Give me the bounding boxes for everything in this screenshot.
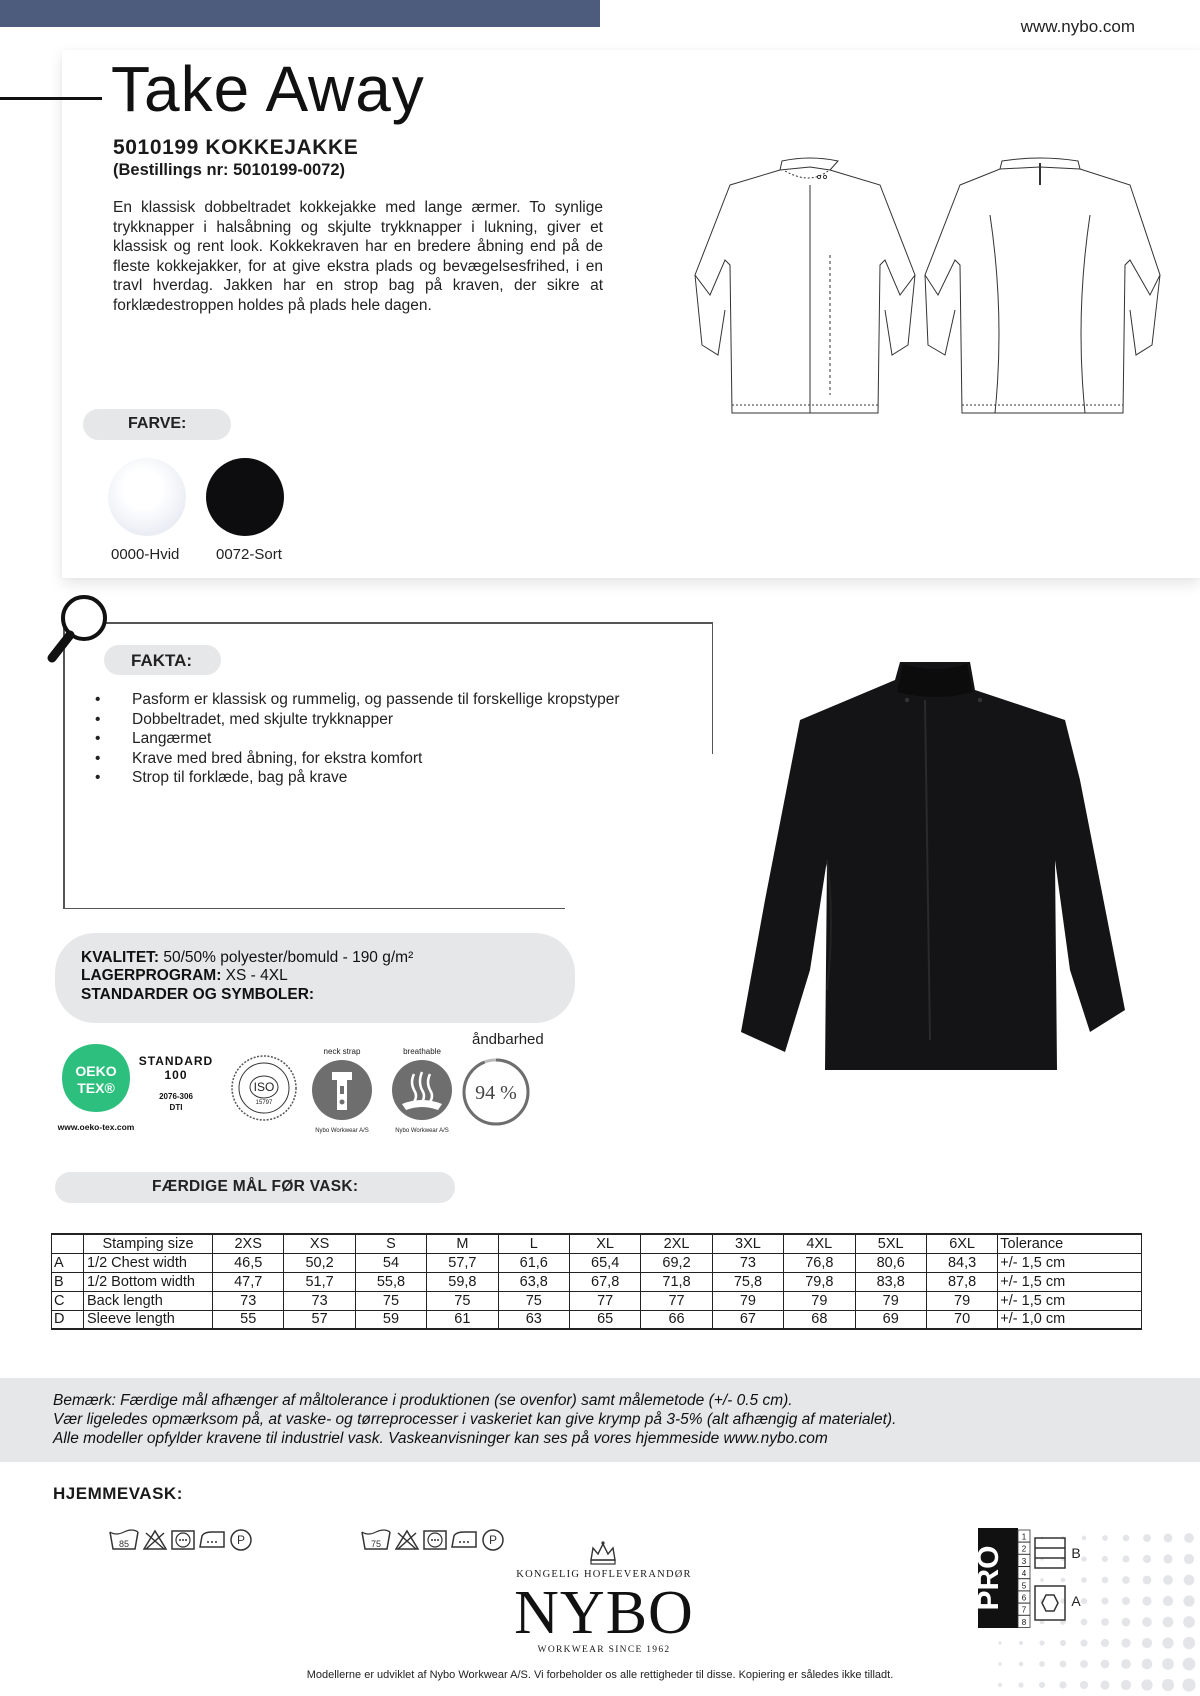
svg-text:75: 75 [370,1539,382,1549]
table-header-row [52,1234,1142,1253]
table-row: C Back length 73 73 75 75 75 77 77 79 79 79 79 +/- 1,5 cm [52,1291,1142,1310]
decorative-dot [1101,1597,1108,1604]
table-row: B 1/2 Bottom width 47,7 51,7 55,8 59,8 63,8 67,8 71,8 75,8 79,8 83,8 87,8 +/- 1,5 cm [52,1272,1142,1291]
size-col: 2XS [213,1234,284,1253]
note-line: Alle modeller opfylder kravene til industriel vask. Vaskeanvisninger kan ses på vores hjemmeside www.nybo.com [53,1430,828,1447]
decorative-dot [1184,1554,1194,1564]
svg-text:www.oeko-tex.com: www.oeko-tex.com [57,1122,135,1132]
care-symbols-85 [108,1527,273,1555]
svg-text:Nybo Workwear A/S: Nybo Workwear A/S [315,1128,369,1134]
decorative-dot [1183,1637,1195,1649]
facts-list [95,690,620,788]
decorative-dot [1142,1638,1152,1648]
color-swatch-black[interactable] [206,458,284,536]
decorative-dot [998,1641,1001,1644]
decorative-dot [1121,1638,1130,1647]
jacket-photo-black [735,660,1145,1090]
size-table [51,1233,1142,1330]
collection-title: Take Away [111,53,425,125]
table-row: A 1/2 Chest width 46,5 50,2 54 57,7 61,6 65,4 69,2 73 76,8 80,6 84,3 +/- 1,5 cm [52,1253,1142,1272]
decorative-dot [1080,1639,1087,1646]
standards-line: STANDARDER OG SYMBOLER: [81,986,315,1003]
decorative-dot [1019,1662,1024,1667]
svg-text:100: 100 [164,1068,188,1082]
decorative-dot [1142,1596,1151,1605]
decorative-dot [1143,1534,1151,1542]
iso-15797-badge [230,1054,298,1122]
svg-text:Nybo Workwear A/S: Nybo Workwear A/S [395,1128,449,1134]
pro-scale-number: 3 [1021,1556,1027,1566]
fact-item: • Strop til forklæde, bag på krave [95,768,620,788]
decorative-dot [1141,1679,1152,1690]
decorative-dot [1123,1535,1130,1542]
size-col: 4XL [784,1234,855,1253]
decorative-dot [1143,1555,1151,1563]
fact-item: • Langærmet [95,729,620,749]
decorative-dot [1184,1575,1195,1586]
decorative-dot [1122,1555,1129,1562]
copyright-footer: Modellerne er udviklet af Nybo Workwear A/S. Vi forbeholder os alle rettigheder til disse. Kopiering er således ikke tilladt. [306,1669,894,1681]
product-description: En klassisk dobbeltradet kokkejakke med lange ærmer. To synlige trykknapper i halsåbning og skjulte trykknapper i lukning, giver et klassisk og rent look. Kokkekraven har en bredere åbning end på de fleste kokkejakker, for at give ekstra plads og bevægelsesfrihed, i en travl hverdag. Jakken har en strop bag på kraven, der sikre at forklædestroppen holdes på plads hele dagen. [113,199,603,314]
product-number: 5010199 KOKKEJAKKE [113,136,359,159]
size-col: 2XL [641,1234,712,1253]
decorative-dot [1039,1682,1045,1688]
decorative-dot [1122,1576,1130,1584]
decorative-dot [998,1683,1002,1687]
svg-text:A: A [1071,1593,1081,1609]
decorative-dot [1060,1640,1066,1646]
magnifier-icon [44,592,112,670]
decorative-dot [1060,1661,1067,1668]
size-col: L [498,1234,569,1253]
size-col: XS [284,1234,355,1253]
svg-text:STANDARD: STANDARD [138,1054,214,1068]
decorative-dot [1142,1659,1153,1670]
size-col: S [355,1234,426,1253]
decorative-dot [1121,1680,1131,1690]
svg-text:åndbarhed: åndbarhed [472,1031,544,1048]
svg-text:DTI: DTI [169,1103,183,1112]
size-col: 6XL [926,1234,997,1253]
decorative-dot [1122,1597,1130,1605]
fact-item: • Dobbeltradet, med skjulte trykknapper [95,710,620,730]
pro-scale-number: 1 [1021,1532,1027,1542]
fact-item: • Krave med bred åbning, for ekstra komfort [95,749,620,769]
svg-text:94 %: 94 % [475,1082,517,1104]
decorative-dot [1162,1637,1173,1648]
svg-text:OEKO: OEKO [75,1063,117,1079]
care-symbols-75 [360,1527,525,1555]
decorative-dot [1183,1616,1195,1628]
pro-scale-number: 8 [1021,1617,1027,1627]
decorative-dot [1102,1535,1108,1541]
decorative-dot [1080,1660,1088,1668]
svg-text:B: B [1071,1545,1081,1561]
oeko-tex-badge [57,1040,220,1132]
fact-item: • Pasform er klassisk og rummelig, og passende til forskellige kropstyper [95,690,620,710]
note-line: Bemærk: Færdige mål afhænger af måltolerance i produktionen (se ovenfor) samt målemetode (+/- 0.5 cm). [53,1392,793,1409]
size-col: XL [569,1234,640,1253]
decorative-dot [1184,1533,1194,1543]
size-col: 3XL [712,1234,783,1253]
decorative-dot [1163,1617,1174,1628]
decorative-dot [1102,1577,1109,1584]
decorative-dot [1163,1554,1172,1563]
brand-since: WORKWEAR SINCE 1962 [537,1645,671,1655]
decorative-dot [1163,1575,1173,1585]
decorative-dot [1059,1681,1066,1688]
svg-text:2076-306: 2076-306 [159,1092,193,1101]
decorative-dot [1019,1641,1023,1645]
decorative-dot [1183,1595,1194,1606]
svg-text:PRO: PRO [972,1545,1005,1611]
svg-text:15797: 15797 [255,1100,273,1106]
facts-heading: FAKTA: [104,645,221,675]
pro-scale-number: 2 [1021,1544,1027,1554]
website-url[interactable]: www.nybo.com [1020,17,1135,36]
decorative-dot [1142,1617,1152,1627]
decorative-dot [1100,1680,1109,1689]
neck-strap-badge [304,1042,380,1134]
measurements-heading: FÆRDIGE MÅL FØR VASK: [55,1172,455,1203]
svg-text:P: P [236,1533,246,1547]
svg-text:TEX®: TEX® [77,1080,115,1096]
quality-line: KVALITET: 50/50% polyester/bomuld - 190 g/m² [81,949,414,966]
pro-rating-logo [972,1526,1086,1630]
color-heading: FARVE: [83,409,231,440]
tolerance-header: Tolerance [998,1234,1142,1253]
size-header: Stamping size [84,1234,213,1253]
svg-text:P: P [488,1533,498,1547]
table-row: D Sleeve length 55 57 59 61 63 65 66 67 68 69 70 +/- 1,0 cm [52,1310,1142,1329]
stock-line: LAGERPROGRAM: XS - 4XL [81,967,288,984]
breathable-badge [384,1042,460,1134]
decorative-dot [1101,1618,1109,1626]
decorative-dot [1122,1618,1131,1627]
order-number: (Bestillings nr: 5010199-0072) [113,161,346,179]
jacket-technical-sketch [660,155,1160,415]
svg-text:ISO: ISO [253,1080,275,1094]
decorative-dot [1039,1640,1044,1645]
decorative-dot [998,1662,1002,1666]
decorative-dot [1102,1556,1108,1562]
decorative-dot [1080,1681,1088,1689]
svg-text:neck strap: neck strap [323,1047,361,1056]
top-color-bar [0,0,600,27]
decorative-dot [1164,1534,1173,1543]
crown-icon [588,1540,618,1566]
svg-text:85: 85 [118,1539,130,1549]
decorative-dot [1121,1659,1131,1669]
royal-supplier-tagline: KONGELIG HOFLEVERANDØR [516,1569,692,1580]
breathability-gauge [462,1026,554,1136]
decorative-dot [1101,1639,1109,1647]
pro-scale-number: 5 [1021,1581,1027,1591]
decorative-dot [1018,1682,1023,1687]
decorative-dot [1163,1596,1173,1606]
color-label-white: 0000-Hvid [111,546,180,563]
note-line: Vær ligeledes opmærksom på, at vaske- og tørreprocesser i vaskeriet kan give krymp på 3-5% (alt afhængig af materialet). [53,1411,897,1428]
pro-scale-number: 6 [1021,1593,1027,1603]
svg-text:breathable: breathable [403,1047,441,1056]
home-wash-heading: HJEMMEVASK: [53,1484,183,1503]
size-col: 5XL [855,1234,926,1253]
color-swatch-white[interactable] [108,458,186,536]
size-col: M [427,1234,498,1253]
decorative-dot [1101,1660,1110,1669]
pro-scale-number: 7 [1021,1605,1027,1615]
title-rule [0,97,102,100]
decorative-dot [1039,1661,1045,1667]
color-label-black: 0072-Sort [216,546,282,563]
pro-scale-number: 4 [1021,1569,1027,1579]
nybo-logo: NYBO [514,1579,694,1647]
decorative-dot [1143,1576,1152,1585]
